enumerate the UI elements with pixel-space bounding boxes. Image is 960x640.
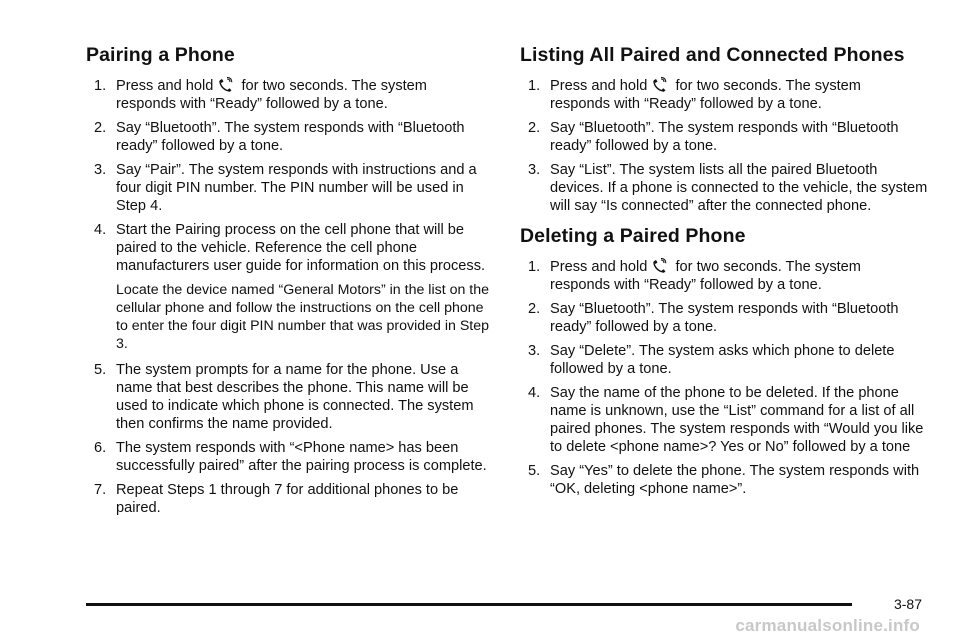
deleting-step-3: 3. Say “Delete”. The system asks which phone to delete followed by a tone. [528,343,895,377]
listing-step-2: 2. Say “Bluetooth”. The system responds with “Bluetooth ready” followed by a tone. [528,120,899,154]
right-column [520,44,932,504]
pairing-step-6: 6. The system responds with “<Phone name> has been successfully paired” after the pairing process is complete. [94,440,487,474]
left-column [86,44,494,523]
deleting-steps [520,258,932,498]
listing-step-1: 1. Press and hold for two seconds. The system responds with “Ready” followed by a tone. [528,78,861,112]
listing-section [520,44,932,215]
voice-phone-icon [218,77,236,93]
deleting-step-1: 1. Press and hold for two seconds. The system responds with “Ready” followed by a tone. [528,259,861,293]
pairing-step-1: 1. Press and hold for two seconds. The system responds with “Ready” followed by a tone. [94,78,427,112]
deleting-heading: Deleting a Paired Phone [520,225,746,247]
pairing-step-7: 7. Repeat Steps 1 through 7 for additional phones to be paired. [94,482,459,516]
watermark: carmanualsonline.info [735,616,920,635]
pairing-step-5: 5. The system prompts for a name for the phone. Use a name that best describes the phone. This name will be used to indicate which phone is connected. The system then confirms the name provided. [94,362,474,432]
listing-steps [520,77,932,215]
deleting-step-2: 2. Say “Bluetooth”. The system responds with “Bluetooth ready” followed by a tone. [528,301,899,335]
page-number: 3-87 [893,596,922,612]
pairing-step-4: 4. Start the Pairing process on the cell phone that will be paired to the vehicle. Reference the cell phone manufacturers user guide for information on this process. [94,222,486,274]
voice-phone-icon [652,258,670,274]
pairing-step-3: 3. Say “Pair”. The system responds with instructions and a four digit PIN number. The PIN number will be used in Step 4. [94,162,477,214]
pairing-steps [86,77,494,275]
footer-rule [86,603,852,606]
pairing-step-2: 2. Say “Bluetooth”. The system responds with “Bluetooth ready” followed by a tone. [94,120,465,154]
pairing-section [86,44,494,517]
deleting-section [520,225,932,498]
voice-phone-icon [652,77,670,93]
listing-step-3: 3. Say “List”. The system lists all the paired Bluetooth devices. If a phone is connected to the vehicle, the system will say “Is connected” after the connected phone. [528,162,928,214]
pairing-steps-continued [86,361,494,517]
deleting-step-5: 5. Say “Yes” to delete the phone. The system responds with “OK, deleting <phone name>”. [528,463,920,497]
pairing-note: Locate the device named “General Motors” in the list on the cellular phone and follow the instructions on the cell phone to enter the four digit PIN number that was provided in Step 3. [116,282,490,352]
pairing-heading: Pairing a Phone [86,44,235,66]
deleting-step-4: 4. Say the name of the phone to be deleted. If the phone name is unknown, use the “List” command for a list of all paired phones. The system responds with “Would you like to delete <phone name>? Yes or No” followed by a tone [528,385,924,455]
listing-heading: Listing All Paired and Connected Phones [520,44,905,66]
